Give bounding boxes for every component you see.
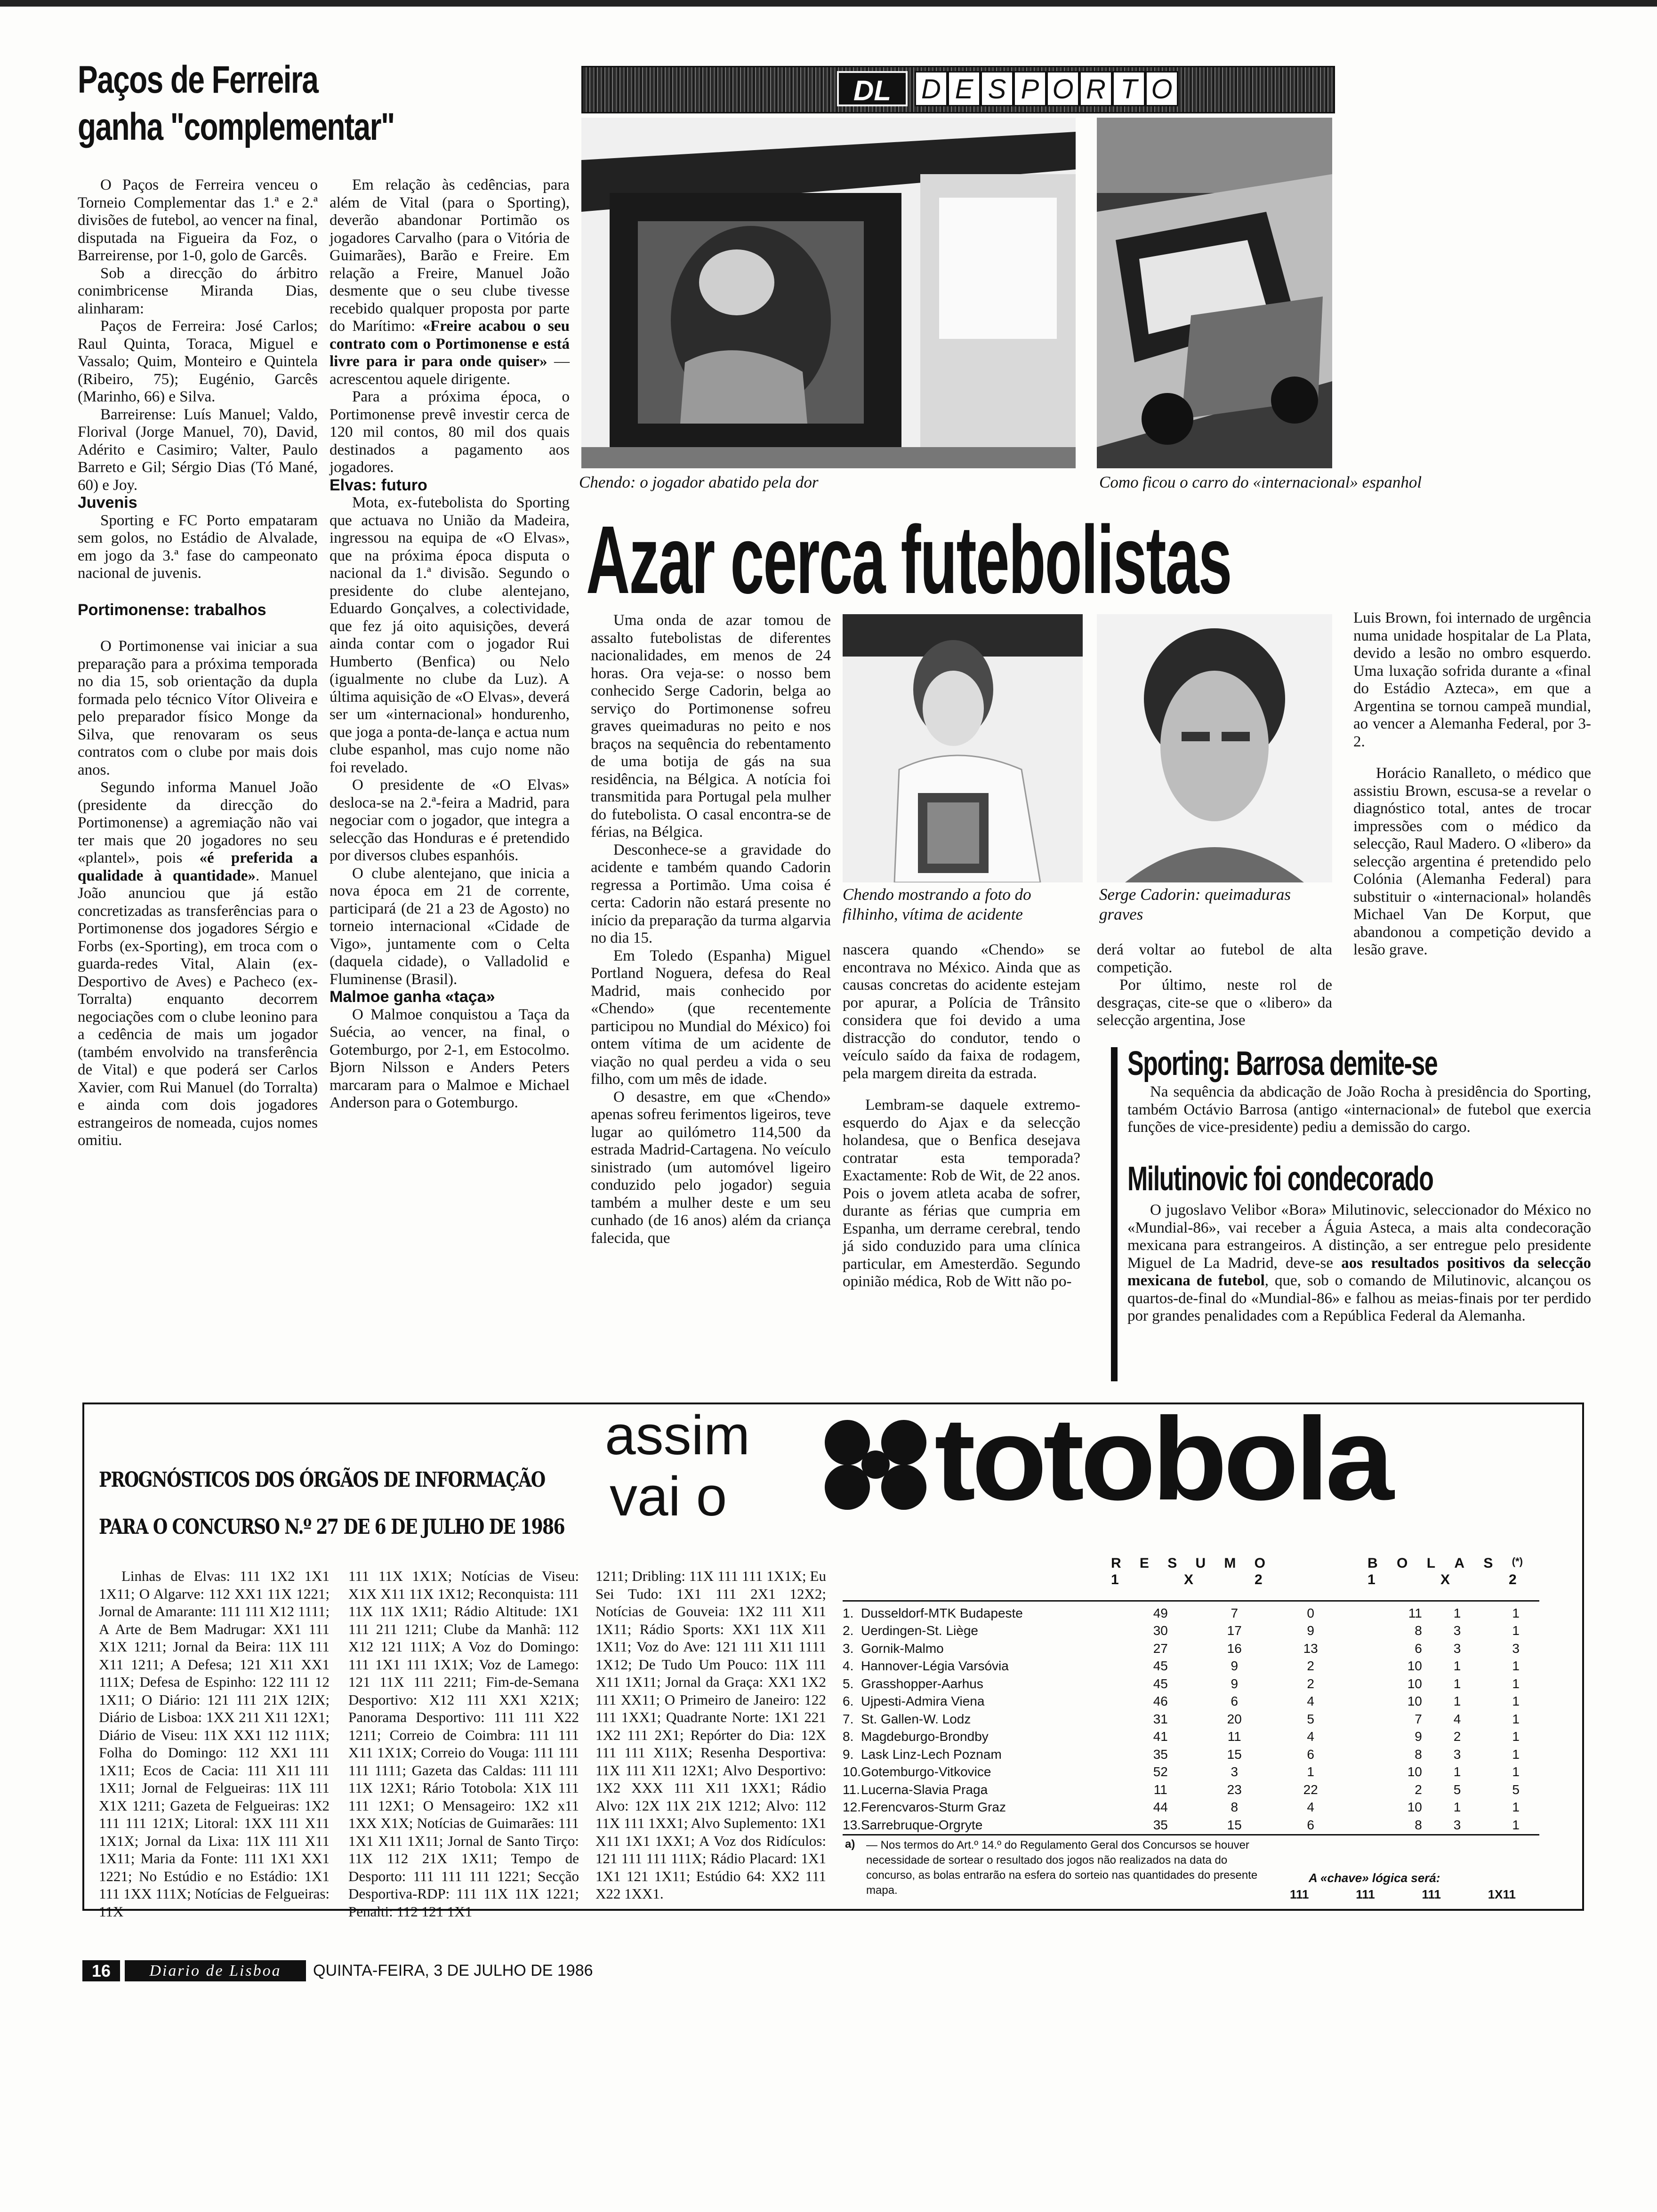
chave-value: 111	[1356, 1887, 1375, 1901]
cell-b2: 1	[1512, 1659, 1520, 1674]
prognostics-col1	[99, 1567, 330, 1920]
quote-bold: «é preferida a qualidade à quantidade»	[78, 850, 318, 884]
cell-r1: 35	[1153, 1747, 1168, 1762]
paragraph: Uma onda de azar tomou de assalto futebolistas de diferentes nacionalidades, em menos de 24 horas. Ora veja-se: o nosso bem conhecido Serge Cadorin, belga ao serviço do Portimonense sofreu graves queimaduras no peito e nos braços na sequência do rebentamento de uma botija de gás na sua residência, na Bélgica. A notícia foi transmitida para Portugal pela mulher do futebolista. O casal encontra-se de férias, na Bélgica.	[591, 612, 831, 841]
main-article-col2	[843, 941, 1080, 1291]
chave-value: 111	[1422, 1887, 1441, 1901]
cell-r1: 41	[1153, 1729, 1168, 1744]
text-run: Em relação às cedências, para além de Vital (para o Sporting), deverão abandonar Portimão os jogadores Carvalho (para o Vitória de Guimarães), Barão e Freire. Em relação a Freire, Manuel João desmente que o seu clube tivesse recebido qualquer proposta por parte do Marítimo:	[330, 176, 570, 335]
photo-serge-cadorin-image	[1097, 614, 1332, 882]
cell-r2: 2	[1307, 1659, 1314, 1674]
table-row	[843, 1675, 1539, 1693]
cell-rx: 20	[1227, 1711, 1242, 1726]
cell-rx: 17	[1227, 1623, 1242, 1638]
cell-b2: 5	[1512, 1782, 1520, 1797]
paper-name: Diario de Lisboa	[125, 1960, 306, 1981]
paragraph	[1127, 1202, 1591, 1325]
resumo-heading	[1111, 1555, 1266, 1571]
cell-r1: 45	[1153, 1676, 1168, 1691]
prognostics-title-2-text: PARA O CONCURSO N.º 27 DE 6 DE JULHO DE 1986	[99, 1515, 564, 1539]
cell-b1: 6	[1415, 1641, 1422, 1656]
cell-b1: 8	[1415, 1623, 1422, 1638]
cell-b1: 7	[1415, 1711, 1422, 1726]
cell-b2: 1	[1512, 1747, 1520, 1762]
table-row	[843, 1602, 1539, 1622]
text-run: , que, sob o comando de Milutinovic, alcançou os quartos-de-final do «Mundial-86» e falhou as meias-finais por ter perdido por grandes penalidades com a República Federal da Alemanha.	[1127, 1272, 1592, 1324]
cell-b2: 3	[1512, 1641, 1520, 1656]
cell-match: Gotemburgo-Vitkovice	[861, 1764, 991, 1779]
left-article-col2	[330, 176, 570, 1112]
subhead-malmoe: Malmoe ganha «taça»	[330, 988, 495, 1006]
cell-bx: 4	[1453, 1711, 1461, 1726]
cell-r1: 52	[1153, 1764, 1168, 1779]
cell-b1: 8	[1415, 1817, 1422, 1832]
cell-b1: 9	[1415, 1729, 1422, 1744]
section-letter: R	[1079, 71, 1112, 106]
table-row	[843, 1816, 1539, 1834]
paragraph: O presidente de «O Elvas» desloca-se na 2.ª-feira a Madrid, para negociar com o jogador, que integra a selecção das Honduras e é pretendido por diversos clubes espanhóis.	[330, 777, 570, 864]
cell-n: 12.	[843, 1800, 861, 1815]
sporting-body	[1127, 1083, 1591, 1137]
prognostics-title-2	[99, 1515, 617, 1539]
cell-match: Sarrebruque-Orgryte	[861, 1817, 983, 1832]
table-row	[843, 1693, 1539, 1711]
paragraph: Paços de Ferreira: José Carlos; Raul Quinta, Toraca, Miguel e Vassalo; Quim, Monteiro e Quintela (Ribeiro, 75); Eugénio, Garcês (Marinho, 66) e Silva.	[78, 318, 318, 405]
results-table-wrap	[843, 1600, 1539, 1835]
cell-r2: 4	[1307, 1729, 1314, 1744]
table-row	[843, 1781, 1539, 1799]
text-run: — acrescentou aquele dirigente.	[330, 353, 570, 388]
left-article-headline	[78, 56, 492, 151]
cell-n: 6.	[843, 1694, 854, 1709]
section-letter: E	[948, 71, 981, 106]
paragraph: Barreirense: Luís Manuel; Valdo, Florival (Jorge Manuel, 70), David, Adérito e Casimiro; Valter, Paulo Barreto e Gil; Sérgio Dias (Tó Mané, 60) e Joy.	[78, 406, 318, 494]
cell-rx: 9	[1231, 1676, 1239, 1691]
cell-n: 3.	[843, 1641, 854, 1656]
cell-rx: 23	[1227, 1782, 1242, 1797]
caption-chendo-son: Chendo mostrando a foto do filhinho, vítima de acidente	[843, 885, 1031, 923]
milutinovic-body	[1127, 1202, 1591, 1325]
cell-b1: 10	[1407, 1800, 1422, 1815]
cell-r2: 6	[1307, 1817, 1314, 1832]
cell-r2: 6	[1307, 1747, 1314, 1762]
cell-r1: 11	[1153, 1782, 1167, 1797]
cell-rx: 8	[1231, 1800, 1239, 1815]
main-headline-text: Azar cerca futebolistas	[586, 506, 1231, 614]
main-headline	[586, 506, 1339, 614]
cell-r1: 46	[1153, 1694, 1168, 1709]
paragraph: Em Toledo (Espanha) Miguel Portland Noguera, defesa do Real Madrid, mais conhecido por «Chendo» (que recentemente participou no Mundial do México) foi ontem vítima de um acidente de viação no qual perdeu a vida o seu filho, com um mês de idade.	[591, 947, 831, 1088]
subhead-juvenis: Juvenis	[78, 494, 137, 512]
paragraph: Na sequência da abdicação de João Rocha à presidência do Sporting, também Octávio Barrosa (antigo «internacional» de futebol que exercia funções de vice-presidente) pediu a demissão do cargo.	[1127, 1083, 1591, 1136]
cell-rx: 9	[1231, 1659, 1239, 1674]
heading-letter: B	[1367, 1555, 1378, 1571]
quote-bold: «Freire acabou o seu contrato com o Portimonense e está livre para ir para onde quiser»	[330, 318, 570, 370]
table-row	[843, 1640, 1539, 1658]
cell-n: 11.	[843, 1782, 860, 1797]
cell-b1: 2	[1415, 1782, 1422, 1797]
cell-n: 5.	[843, 1676, 854, 1691]
paragraph: O desastre, em que «Chendo» apenas sofreu ferimentos ligeiros, teve lugar ao quilómetro 114,500 da estrada Madrid-Cartagena. No veículo sinistrado (um automóvel ligeiro conduzido pelo jogador) seguia também a mulher deste e um seu cunhado (de 16 anos) além da criança falecida, que	[591, 1088, 831, 1247]
caption-chendo-grief: Chendo: o jogador abatido pela dor	[579, 473, 819, 491]
totobola-vai-o: vai o	[610, 1466, 727, 1528]
cell-b2: 1	[1512, 1729, 1520, 1744]
paragraph: Para a próxima época, o Portimonense prevê investir cerca de 120 mil contos, 80 mil dos quais destinados a pagamento aos jogadores.	[330, 388, 570, 476]
col-head-bolas-1: 1	[1367, 1572, 1375, 1587]
chave-value: 111	[1290, 1887, 1309, 1901]
cell-n: 9.	[843, 1747, 854, 1762]
table-row	[843, 1799, 1539, 1817]
cell-bx: 1	[1453, 1659, 1461, 1674]
cell-rx: 15	[1227, 1817, 1242, 1832]
paragraph: Horácio Ranalleto, o médico que assistiu Brown, escusa-se a revelar o diagnóstico total, antes de trocar impressões com o médico da selecção, Raul Madero. O «libero» da selecção argentina é pretendido pelo Colónia (Alemanha Federal) para substituir o «internacional» holandês Michael Van De Korput, que abandonou a competição devido a lesão grave.	[1353, 765, 1591, 958]
heading-letter: M	[1224, 1555, 1237, 1571]
footer-date: QUINTA-FEIRA, 3 DE JULHO DE 1986	[313, 1962, 593, 1980]
cell-r2: 4	[1307, 1694, 1314, 1709]
cell-bx: 1	[1453, 1800, 1461, 1815]
cell-rx: 6	[1231, 1694, 1239, 1709]
cell-b1: 10	[1407, 1694, 1422, 1709]
cell-r1: 44	[1153, 1800, 1168, 1815]
cell-b2: 1	[1512, 1605, 1520, 1620]
sporting-headline	[1127, 1045, 1598, 1082]
chave-values	[1290, 1887, 1516, 1902]
cell-match: Dusseldorf-MTK Budapeste	[861, 1605, 1023, 1620]
section-letter: S	[981, 71, 1014, 106]
footnote-marker: a)	[845, 1838, 855, 1851]
cell-r1: 49	[1153, 1605, 1168, 1620]
cell-r2: 4	[1307, 1800, 1314, 1815]
paragraph: nascera quando «Chendo» se encontrava no México. Ainda que as causas concretas do acidente estejam por apurar, a Polícia de Trânsito considera que foi devido a uma distracção do condutor, tendo o veículo saído da faixa de rodagem, pela margem direita da estrada.	[843, 941, 1080, 1082]
milutinovic-headline-text: Milutinovic foi condecorado	[1127, 1160, 1433, 1198]
heading-letter: S	[1167, 1555, 1178, 1571]
paragraph: O Paços de Ferreira venceu o Torneio Complementar das 1.ª e 2.ª divisões de futebol, ao vencer na final, disputada na Figueira da Foz, o Barreirense, por 1-0, golo de Garcês.	[78, 176, 318, 264]
heading-letter: O	[1254, 1555, 1266, 1571]
cell-bx: 1	[1453, 1605, 1461, 1620]
cell-match: Ujpesti-Admira Viena	[861, 1694, 985, 1709]
cell-rx: 15	[1227, 1747, 1242, 1762]
cell-b2: 1	[1512, 1711, 1520, 1726]
chave-value: 1X11	[1488, 1887, 1516, 1901]
cell-r2: 9	[1307, 1623, 1314, 1638]
caption-crashed-car: Como ficou o carro do «internacional» espanhol	[1099, 473, 1422, 491]
chave-label: A «chave» lógica será:	[1309, 1871, 1440, 1885]
cell-r1: 35	[1153, 1817, 1168, 1832]
paragraph: Mota, ex-futebolista do Sporting que actuava no União da Madeira, ingressou na equipa de «O Elvas», que na próxima época disputa o nacional da 1.ª divisão. Segundo o presidente do clube alentejano, Eduardo Gonçalves, a colectividade, que fez já oito aquisições, deverá ainda contar com o jogador Rui Humberto (Benfica) ou Nelo (igualmente no clube da Luz). A última aquisição de «O Elvas», deverá ser um «internacional» hondurenho, que joga a ponta-de-lança e actua num clube espanhol, mas cujo nome não foi revelado.	[330, 494, 570, 776]
footnote: — Nos termos do Art.º 14.º do Regulamento Geral dos Concursos se houver necessidade de sortear o resultado dos jogos não realizados na data do concurso, as bolas entrarão na esfera do sorteio nas quantidades do presente mapa.	[866, 1839, 1258, 1897]
heading-letter: U	[1195, 1555, 1207, 1571]
text-run: . Manuel João anunciou que já estão concretizadas as transferências para o Portimonense dos jogadores Sérgio e Forbs (ex-Sporting), em troca com o guarda-redes Vital, Alain (ex-Desportivo de Aves) e Pacheco (ex-Torralta) enquanto decorrem negociações com o clube leonino para a cedência de mais um jogador (também envolvido na transferência de Vital) e que poderá ser Carlos Xavier, com Rui Manuel (do Torralta) e ainda com dois jogadores estrangeiros de nomeada, cujos nomes omitiu.	[78, 867, 318, 1149]
paragraph	[78, 779, 318, 1150]
headline-line-2: ganha "complementar"	[78, 105, 394, 148]
cell-b1: 10	[1407, 1676, 1422, 1691]
photo-chendo-son	[843, 614, 1083, 882]
section-letter: O	[1046, 71, 1079, 106]
bold-run: aos resultados positivos da selecção mexicana de futebol	[1127, 1254, 1592, 1289]
cell-bx: 1	[1453, 1676, 1461, 1691]
cell-n: 8.	[843, 1729, 854, 1744]
cell-bx: 1	[1453, 1694, 1461, 1709]
col-head-bolas-2: 2	[1509, 1572, 1517, 1587]
paragraph: Linhas de Elvas: 111 1X2 1X1 1X11; O Algarve: 112 XX1 11X 1221; Jornal de Amarante: 111 111 X12 1111; A Arte de Bem Madrugar: XX1 111 X1X 1211; Jornal da Beira: 11X 111 X11 1211; A Defesa; 121 X11 XX1 111X; Defesa de Espinho: 122 111 12 1X11; O Diário: 121 111 21X 12IX; Diário de Lisboa: 1XX 211 X11 12X1; Diário de Viseu: 11X XX1 112 111X; Folha do Domingo: 112 XX1 111 1X11; Ecos de Cacia: 111 X11 111 1X11; Jornal de Felgueiras: 11X 111 X1X 1211; Gazeta de Felgueiras: 1X2 111 111 121X; Litoral: 1XX 111 X11 1X1X; Jornal da Lixa: 11X 111 X11 1X11; Maria da Fonte: 111 1X1 XX1 1221; No Estúdio e no Estádio: 1X1 111 1XX 111X; Notícias de Felgueiras: 11X	[99, 1568, 330, 1920]
totobola-brand: totobola	[934, 1393, 1390, 1524]
cell-b2: 1	[1512, 1800, 1520, 1815]
cell-rx: 11	[1227, 1729, 1241, 1744]
table-row	[843, 1710, 1539, 1728]
main-article-col4	[1353, 609, 1591, 959]
cell-b1: 11	[1408, 1605, 1422, 1620]
cell-r2: 22	[1303, 1782, 1318, 1797]
cell-r2: 5	[1307, 1711, 1314, 1726]
cell-bx: 1	[1453, 1764, 1461, 1779]
section-masthead	[581, 66, 1335, 113]
heading-letter: L	[1426, 1555, 1436, 1571]
cell-r1: 27	[1153, 1641, 1168, 1656]
results-body	[843, 1602, 1539, 1834]
section-letter: O	[1145, 71, 1178, 106]
cell-match: Uerdingen-St. Liège	[861, 1623, 978, 1638]
cell-n: 4.	[843, 1659, 854, 1674]
main-article-col3	[1097, 941, 1332, 1030]
cell-match: Lucerna-Slavia Praga	[861, 1782, 988, 1797]
paragraph: Desconhece-se a gravidade do acidente e também quando Cadorin regressa a Portimão. Uma coisa é certa: Cadorin não estará presente no início da preparação da turma algarvia no dia 15.	[591, 841, 831, 946]
paragraph	[330, 176, 570, 388]
subhead-portimonense: Portimonense: trabalhos	[78, 601, 266, 619]
paragraph: 111 11X 1X1X; Notícias de Viseu: X1X X11 11X 1X12; Reconquista: 111 11X 11X 1X11; Rádio Altitude: 1X1 111 211 1211; Clube da Manhã: 112 X12 121 111X; A Voz do Domingo: 111 1X1 111 1X1X; Voz de Lamego: 121 11X 111 2211; Fim-de-Semana Desportivo: X12 111 XX1 X21X; Panorama Desportivo: 111 111 X22 1211; Correio de Coimbra: 111 111 X11 1X1X; Correio do Vouga: 111 111 111 1111; Gazeta das Caldas: 111 111 11X 12X1; Rário Totobola: X1X 111 111 12X1; O Mensageiro: 1X2 x11 1XX X1X; Notícias de Guimarães: 111 1X1 X11 1X11; Jornal de Santo Tirço: 11X 112 21X 1X11; Tempo de Desporto: 111 111 111 1221; Secção Desportiva-RDP: 111 11X 11X 1221; Penalti: 112 121 1X1	[348, 1568, 579, 1920]
heading-letter: (*)	[1512, 1555, 1523, 1567]
sporting-headline-text: Sporting: Barrosa demite-se	[1127, 1045, 1438, 1082]
heading-letter: S	[1483, 1555, 1493, 1571]
page-footer	[82, 1960, 765, 1981]
photo-crashed-car	[1097, 118, 1332, 468]
caption-serge-cadorin: Serge Cadorin: queimaduras graves	[1099, 885, 1291, 923]
cell-b2: 1	[1512, 1676, 1520, 1691]
col-head-bolas-x: X	[1440, 1572, 1450, 1587]
cell-b2: 1	[1512, 1623, 1520, 1638]
cell-match: Ferencvaros-Sturm Graz	[861, 1800, 1006, 1815]
masthead-logo: DL	[837, 71, 908, 106]
cell-n: 10.	[843, 1764, 861, 1779]
table-row	[843, 1728, 1539, 1746]
totobola-assim: assim	[605, 1404, 750, 1467]
cell-match: Magdeburgo-Brondby	[861, 1729, 989, 1744]
cell-n: 1.	[843, 1605, 854, 1620]
top-rule	[0, 0, 1657, 7]
cell-bx: 3	[1453, 1623, 1461, 1638]
cell-r2: 0	[1307, 1605, 1314, 1620]
cell-b1: 10	[1407, 1764, 1422, 1779]
cell-r2: 1	[1307, 1764, 1314, 1779]
paragraph: O Portimonense vai iniciar a sua preparação para a próxima temporada no dia 15, sob orientação da dupla formada pelo técnico Vítor Oliveira e pelo preparador físico Monge da Silva, que renovaram os seus contratos com o clube por mais dois anos.	[78, 638, 318, 778]
table-row	[843, 1658, 1539, 1675]
heading-letter: A	[1454, 1555, 1465, 1571]
headline-line-1: Paços de Ferreira	[78, 58, 318, 101]
cell-match: St. Gallen-W. Lodz	[861, 1711, 971, 1726]
cell-r2: 13	[1303, 1641, 1318, 1656]
table-row	[843, 1746, 1539, 1763]
text-run: O jugoslavo Velibor «Bora» Milutinovic, seleccionador do México no «Mundial-86», vai receber a Águia Asteca, a mais alta condecoração mexicana para estrangeiros. A distinção, a ser entregue pelo presidente Miguel de La Madrid, deve-se	[1127, 1202, 1591, 1272]
paragraph: derá voltar ao futebol de alta competição.	[1097, 941, 1332, 976]
cell-match: Gornik-Malmo	[861, 1641, 944, 1656]
heading-letter: O	[1397, 1555, 1408, 1571]
page-number: 16	[82, 1960, 120, 1981]
heading-letter: R	[1111, 1555, 1122, 1571]
cell-rx: 3	[1231, 1764, 1239, 1779]
paragraph: Sporting e FC Porto empataram sem golos, no Estádio de Alvalade, em jogo da 3.ª fase do campeonato nacional de juvenis.	[78, 512, 318, 582]
subhead-elvas: Elvas: futuro	[330, 476, 427, 494]
cell-bx: 3	[1453, 1817, 1461, 1832]
cell-bx: 5	[1453, 1782, 1461, 1797]
cell-b1: 10	[1407, 1659, 1422, 1674]
paragraph: Luis Brown, foi internado de urgência numa unidade hospitalar de La Plata, devido a lesão no ombro esquerdo. Uma luxação sofrida durante a «final do Estádio Azteca», em que a Argentina se tornou campeã mundial, ao vencer a Alemanha Federal, por 3-2.	[1353, 609, 1591, 750]
cell-b2: 1	[1512, 1817, 1520, 1832]
prognostics-col3	[595, 1567, 826, 1903]
prognostics-title-1	[99, 1468, 617, 1492]
cell-n: 2.	[843, 1623, 854, 1638]
cell-r1: 30	[1153, 1623, 1168, 1638]
cell-b2: 1	[1512, 1764, 1520, 1779]
section-letter: T	[1112, 71, 1145, 106]
cell-match: Grasshopper-Aarhus	[861, 1676, 983, 1691]
col-head-resumo-1: 1	[1111, 1572, 1119, 1587]
news-box-rule	[1111, 1047, 1118, 1381]
table-row	[843, 1622, 1539, 1640]
cell-match: Lask Linz-Lech Poznam	[861, 1747, 1002, 1762]
paragraph: Sob a direcção do árbitro conimbricense Miranda Dias, alinharam:	[78, 264, 318, 317]
milutinovic-headline	[1127, 1158, 1598, 1200]
cell-match: Hannover-Légia Varsóvia	[861, 1659, 1009, 1674]
photo-chendo-son-image	[843, 614, 1083, 882]
cell-b2: 1	[1512, 1694, 1520, 1709]
prognostics-title-1-text: PROGNÓSTICOS DOS ÓRGÃOS DE INFORMAÇÃO	[99, 1468, 545, 1492]
paragraph: Por último, neste rol de desgraças, cite-se que o «libero» da selecção argentina, Jose	[1097, 977, 1332, 1029]
cell-b1: 8	[1415, 1747, 1422, 1762]
cell-n: 13.	[843, 1817, 861, 1832]
masthead-section-letters	[915, 71, 1178, 106]
totobola-logo-icon	[821, 1417, 930, 1511]
cell-rx: 7	[1231, 1605, 1239, 1620]
table-row	[843, 1763, 1539, 1781]
cell-r1: 31	[1153, 1711, 1168, 1726]
paragraph: Lembram-se daquele extremo-esquerdo do Ajax e da selecção holandesa, que o Benfica desejava contratar esta temporada? Exactamente: Rob de Wit, de 22 anos. Pois o jovem atleta acaba de sofrer, durante as férias que cumpria em Espanha, um derrame cerebral, tendo já sido conduzido para uma clínica particular, em Amesterdão. Segundo opinião médica, Rob de Witt não po-	[843, 1097, 1080, 1290]
photo-crashed-car-image	[1097, 118, 1332, 468]
prognostics-col2	[348, 1567, 579, 1920]
cell-r2: 2	[1307, 1676, 1314, 1691]
cell-n: 7.	[843, 1711, 854, 1726]
photo-chendo-grief-image	[581, 118, 1076, 468]
totobola-balls-icon	[821, 1417, 930, 1511]
section-letter: P	[1014, 71, 1046, 106]
photo-serge-cadorin	[1097, 614, 1332, 882]
paragraph: O clube alentejano, que inicia a nova época em 21 de corrente, participará (de 21 a 23 de Agosto) no torneio internacional «Cidade de Vigo», juntamente com o Celta (daquela cidade), o Valladolid e Fluminense (Brasil).	[330, 865, 570, 988]
cell-bx: 3	[1453, 1747, 1461, 1762]
cell-rx: 16	[1227, 1641, 1242, 1656]
bolas-heading	[1367, 1555, 1523, 1571]
col-head-resumo-2: 2	[1255, 1572, 1263, 1587]
paragraph: 1211; Dribling: 11X 111 111 1X1X; Eu Sei Tudo: 1X1 111 2X1 12X2; Notícias de Gouveia: 1X2 111 X11 1X11; Rádio Sports: XX1 11X X11 1X11; Voz do Ave: 121 111 X11 1111 1X12; De Tudo Um Pouco: 11X 111 X11 1X11; Jornal da Graça: XX1 1X2 111 XX11; O Primeiro de Janeiro: 122 111 1XX1; Quadrante Norte: 1X1 221 1X2 111 2X1; Repórter do Dia: 12X 111 111 X11X; Resenha Desportiva: 11X 111 X11 12X1; Alvo Desportivo: 1X2 XXX 111 X11 1XX1; Rádio Alvo: 12X 11X 21X 1212; Alvo: 112 11X 111 1XX1; Alvo Suplemento: 1X1 X11 1X1 1XX1; A Voz dos Ridículos: 121 111 111 111X; Rádio Placard: 1X1 1X1 121 1X11; Estúdio 64: XX2 111 X22 1XX1.	[595, 1568, 826, 1902]
cell-bx: 2	[1453, 1729, 1461, 1744]
section-letter: D	[915, 71, 948, 106]
heading-letter: E	[1139, 1555, 1150, 1571]
col-head-resumo-x: X	[1184, 1572, 1194, 1587]
text-run: Segundo informa Manuel João (presidente da direcção do Portimonense) a agremiação não vai ter mais que 20 jogadores no seu «plantel», pois	[78, 779, 318, 866]
photo-chendo-grief	[581, 118, 1076, 468]
main-article-col1	[591, 612, 831, 1247]
cell-r1: 45	[1153, 1659, 1168, 1674]
paragraph: O Malmoe conquistou a Taça da Suécia, ao vencer, na final, o Gotemburgo, por 2-1, em Estocolmo. Bjorn Nilsson e Anders Peters marcaram para o Malmoe e Michael Anderson para o Gotemburgo.	[330, 1006, 570, 1111]
results-table	[843, 1602, 1539, 1834]
cell-bx: 3	[1453, 1641, 1461, 1656]
left-article-col1	[78, 176, 318, 1150]
